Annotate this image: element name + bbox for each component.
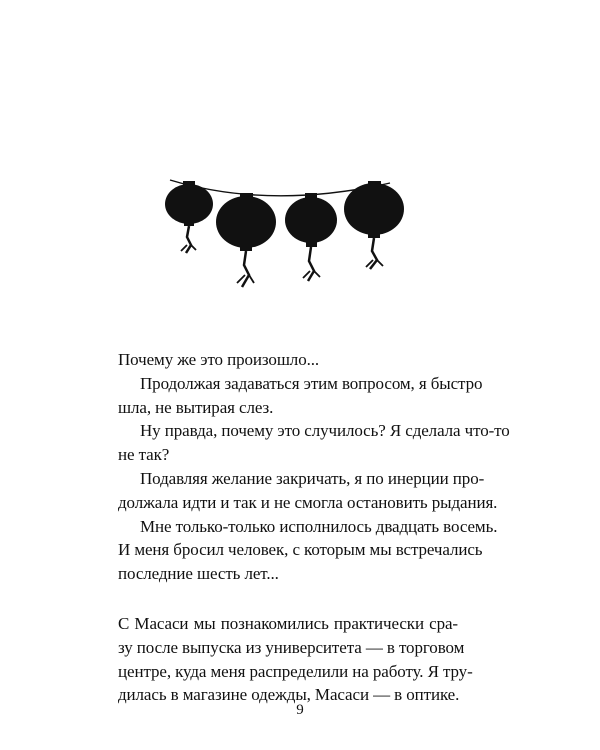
text-line: Ну правда, почему это случилось? Я сделала что-то	[140, 421, 510, 441]
text-line: Мне только-только исполнилось двадцать восемь.	[140, 516, 498, 536]
lantern-3	[285, 193, 337, 281]
lantern-4	[344, 181, 404, 269]
text-line: Продолжая задаваться этим вопросом, я быстро	[140, 373, 483, 393]
text-line: Подавляя желание закричать, я по инерции про-	[140, 468, 485, 488]
paragraph-1	[118, 348, 458, 372]
text-line: дилась в магазине одежды, Масаси — в оптике.	[118, 685, 460, 705]
paragraph-6	[118, 612, 473, 707]
text-line: должала идти и так и не смогла остановить рыдания.	[118, 492, 498, 512]
text-line: зу после выпуска из университета — в торговом	[118, 637, 465, 657]
hanging-lanterns-icon	[150, 165, 420, 305]
text-line: И меня бросил человек, с которым мы встречались	[118, 540, 483, 560]
lantern-1	[165, 181, 213, 253]
paragraph-5	[118, 515, 498, 586]
text-line: С Масаси мы познакомились практически сра-	[118, 613, 458, 633]
text-line: Почему же это произошло...	[118, 350, 320, 369]
text-line: последние шесть лет...	[118, 564, 279, 584]
paragraph-4	[118, 467, 498, 515]
text-line: центре, куда меня распределили на работу. Я тру-	[118, 661, 473, 681]
text-line: не так?	[118, 445, 170, 465]
lantern-2	[216, 193, 276, 287]
text-line: шла, не вытирая слез.	[118, 397, 274, 417]
section-break	[118, 586, 458, 612]
body-text	[118, 348, 510, 707]
page-number: 9	[296, 702, 304, 718]
paragraph-3	[118, 419, 510, 467]
paragraph-2	[118, 372, 483, 420]
